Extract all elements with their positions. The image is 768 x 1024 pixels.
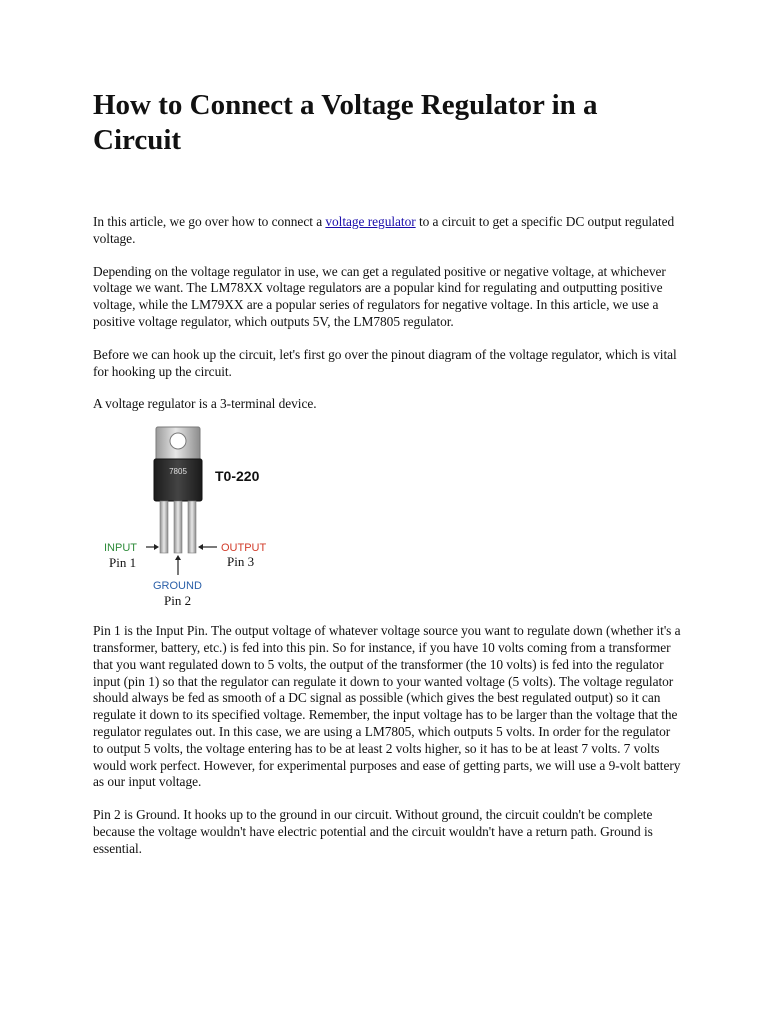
regulator-body xyxy=(154,459,202,501)
intro-text-before: In this article, we go over how to connect a xyxy=(93,214,326,229)
pin-3-leg xyxy=(188,501,196,553)
input-label: INPUT xyxy=(104,542,137,555)
heatsink-tab xyxy=(156,427,200,461)
input-arrow-icon xyxy=(146,544,159,550)
output-label: OUTPUT xyxy=(221,542,267,555)
page-title: How to Connect a Voltage Regulator in a Circuit xyxy=(93,89,598,156)
paragraph-regulator-types: Depending on the voltage regulator in use, we can get a regulated positive or negative voltage, at whichever voltage we want. The LM78XX voltage regulators are a popular kind for regulating and outputting positive voltage, while the LM79XX are a popular series of regulators for negative voltage. In this article, we use a positive voltage regulator, which outputs 5V, the LM7805 regulator. xyxy=(93,263,666,329)
paragraph-pinout-intro: Before we can hook up the circuit, let's first go over the pinout diagram of the voltage regulator, which is vital for hooking up the circuit. xyxy=(93,346,677,379)
pinout-svg xyxy=(97,421,307,621)
voltage-regulator-link[interactable]: voltage regulator xyxy=(325,214,416,229)
pin-1-leg xyxy=(160,501,168,553)
output-arrow-icon xyxy=(198,544,217,550)
package-label: T0-220 xyxy=(215,468,260,485)
chip-marking: 7805 xyxy=(169,467,187,477)
intro-paragraph xyxy=(93,214,683,248)
paragraph-three-terminal: A voltage regulator is a 3-terminal device. xyxy=(93,396,317,412)
regulator-legs xyxy=(160,501,196,553)
ground-arrow-icon xyxy=(175,555,181,575)
pin2-label: Pin 2 xyxy=(164,593,192,609)
pin3-label: Pin 3 xyxy=(227,554,255,570)
paragraph-pin2: Pin 2 is Ground. It hooks up to the ground in our circuit. Without ground, the circuit couldn't be complete because the voltage wouldn't have electric potential and the circuit wouldn't have a return path. Ground is essential. xyxy=(93,807,653,856)
intro-text-after: to a circuit to get a specific DC output regulated voltage. xyxy=(93,214,675,246)
pin-2-leg xyxy=(174,501,182,553)
article xyxy=(93,88,683,858)
regulator-pinout-diagram xyxy=(97,421,307,621)
ground-label: GROUND xyxy=(153,580,202,593)
paragraph-pin1: Pin 1 is the Input Pin. The output voltage of whatever voltage source you want to regulate down (whether it's a transformer, battery, etc.) is fed into this pin. So for instance, if you have 10 volts coming from a transformer that you want regulated down to 5 volts, the output of the transformer (the 10 volts) is fed into the regulator input (pin 1) so that the regulator can regulate it down to your wanted voltage (5 volts). The voltage regulator should always be fed as smooth of a DC signal as possible (which gives the best regulated output) so it can regulate it down to its specified voltage. Remember, the input voltage has to be larger than the voltage that the regulator regulates out. In this case, we are using a LM7805, which outputs 5 volts. In order for the regulator to output 5 volts, the voltage entering has to be at least 2 volts higher, so it has to be at least 7 volts. 7 volts would work perfect. However, for experimental purposes and ease of getting parts, we will use a 9-volt battery as our input voltage. xyxy=(93,623,681,790)
mounting-hole-icon xyxy=(170,433,186,449)
pin1-label: Pin 1 xyxy=(109,555,137,571)
